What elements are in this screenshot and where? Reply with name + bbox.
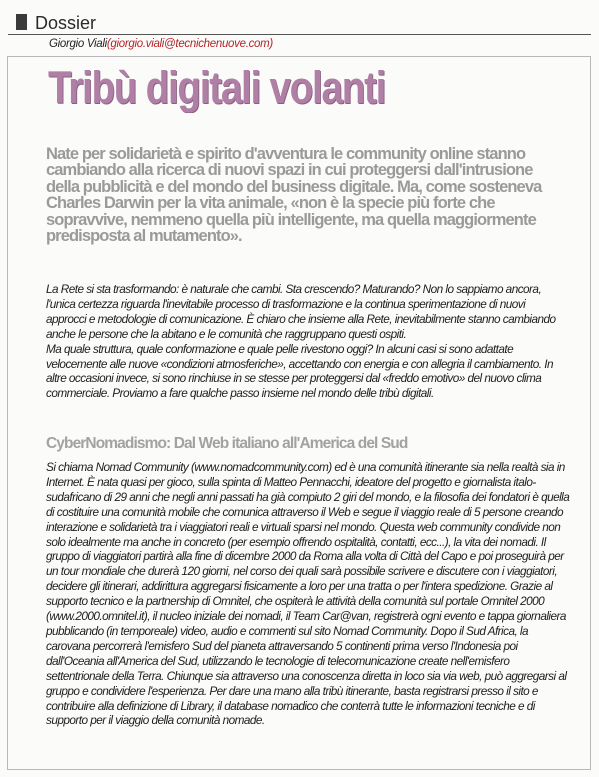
section-subhead: CyberNomadismo: Dal Web italiano all'America del Sud — [46, 435, 408, 452]
author-name: Giorgio Viali — [49, 38, 107, 50]
section-marker — [16, 14, 27, 30]
paragraph: Ma quale struttura, quale conformazione e quale pelle rivestono oggi? In alcuni casi si sono adattate velocemente alle nuove «condizioni atmosferiche», accettando con energia e con allegria il cambiamento. In altre occasioni invece, si sono rinchiuse in se stesse per proteggersi dal «freddo emotivo» del nuovo clima commerciale. Proviamo a fare qualche passo insieme nel mondo delle tribù digitali. — [46, 341, 553, 401]
section-header — [8, 10, 591, 35]
author-email[interactable]: (giorgio.viali@tecnichenuove.com) — [106, 38, 273, 50]
article-lead: Nate per solidarietà e spirito d'avventura le community online stanno cambiando alla ricerca di nuovi spazi in cui proteggersi dall'intrusione della pubblicità e del mondo del business digitale. Ma, come sosteneva Charles Darwin per la vita animale, «non è la specie più forte che sopravvive, nemmeno quella più intelligente, ma quella maggiormente predisposta al mutamento». — [46, 145, 542, 246]
section-label: Dossier — [35, 13, 97, 33]
article-title: Tribù digitali volanti — [48, 62, 386, 113]
paragraph: La Rete si sta trasformando: è naturale che cambi. Sta crescendo? Maturando? Non lo sappiamo ancora, l'unica certezza riguarda l'inevitabile processo di trasformazione e la continua sperimentazione di nuovi approcci e metodologie di comunicazione. È chiaro che insieme alla Rete, inevitabilmente stanno cambiando anche le persone che la abitano e le comunità che raggruppano questi ospiti. — [46, 282, 556, 341]
intro-paragraphs — [46, 282, 568, 401]
body-paragraph: Si chiama Nomad Community (www.nomadcommunity.com) ed è una comunità itinerante sia nella realtà sia in Internet. È nata quasi per gioco, sulla spinta di Matteo Pennacchi, ideatore del progetto e giornalista italo-sudafricano di 29 anni che negli anni passati ha già compiuto 2 giri del mondo, e la filosofia dei fondatori è quella di costituire una comunità mobile che comunica attraverso il Web e segue il viaggio reale di 5 persone creando interazione e solidarietà tra i viaggiatori reali e virtuali sparsi nel mondo. Questa web community condivide non solo idealmente ma anche in concreto (per esempio offrendo ospitalità, contatti, ecc...), la vita dei nomadi. Il gruppo di viaggiatori partirà alla fine di dicembre 2000 da Roma alla volta di Città del Capo e poi proseguirà per un tour mondiale che durerà 120 giorni, nel corso dei quali sarà possibile scrivere e discutere con i viaggiatori, decidere gli itinerari, addirittura aggregarsi fisicamente a loro per una tratta o per l'intera spedizione. Grazie al supporto tecnico e la partnership di Omnitel, che ospiterà le attività della comunità sul portale Omnitel 2000 (www.2000.omnitel.it), il nucleo iniziale dei nomadi, il Team Car@van, registrerà ogni evento e tappa giornaliera pubblicando (in temporeale) video, audio e commenti sul sito Nomad Community. Dopo il Sud Africa, la carovana percorrerà l'emisfero Sud del pianeta attraversando 5 continenti prima verso l'Indonesia poi dall'Oceania all'America del Sud, utilizzando le tecnologie di telecomunicazione create nell'emisfero settentrionale della Terra. Chiunque sia attraverso una conoscenza diretta in loco sia via web, può aggregarsi al gruppo e condividere l'esperienza. Per dare una mano alla tribù itinerante, basta registrarsi presso il sito e contribuire alla definizione di Library, il database nomadico che conterrà tutte le informazioni tecniche e di supporto per il viaggio della comunità nomade. — [46, 460, 570, 728]
byline — [49, 38, 273, 50]
